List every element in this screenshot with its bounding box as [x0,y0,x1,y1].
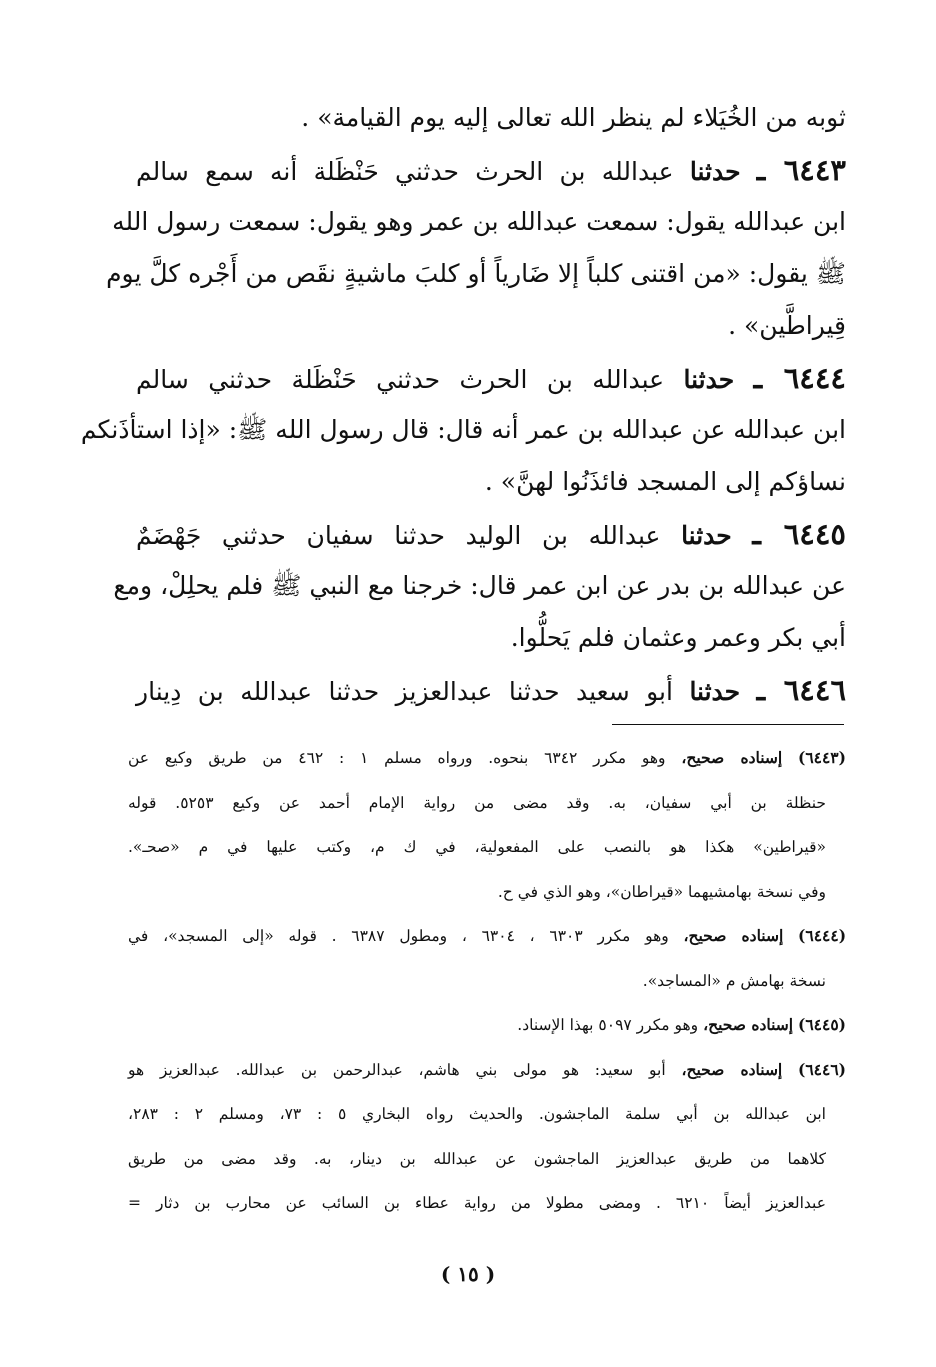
text-line: ثوبه من الخُيَلاء لم ينظر الله تعالى إليه يوم القيامة» . [301,103,846,132]
footnote-6444: (٦٤٤٤) إسناده صحيح، وهو مكرر ٦٣٠٣ ، ٦٣٠٤ ، ومطول ٦٣٨٧ . قوله «إلى المسجد»، في [128,926,847,945]
footnote-line: «قيراطين» هكذا هو بالنصب على المفعولية، في ك م، وكتب عليها في م «صحـ». [128,838,826,856]
footnote-6446: (٦٤٤٦) إسناده صحيح، أبو سعيد: هو مولى بني هاشم، عبدالرحمن بن عبدالله. عبدالعزيز هو [128,1059,846,1079]
text-line: أبي بكر وعمر وعثمان فلم يَحلُّوا. [510,623,846,652]
main-text [80,92,847,716]
hadith-6446-line: ٦٤٤٦ ـ حدثنا أبو سعيد حدثنا عبدالعزيز حدثنا عبدالله بن دِينار [136,673,847,707]
hadith-number: ٦٤٤٦ ـ [756,673,847,707]
footnote-line: ابن عبدالله بن أبي سلمة الماجشون. والحديث رواه البخاري ٥ : ٧٣، ومسلم ٢ : ٢٨٣، [128,1105,826,1123]
text-line: ﷺ يقول: «من اقتنى كلباً إلا ضَارياً أو كلبَ ماشيةٍ نقَص من أَجْره كلَّ يوم [106,259,846,288]
text-line: عن عبدالله بن بدر عن ابن عمر قال: خرجنا مع النبي ﷺ فلم يحلِلْ، ومع [113,571,846,600]
hadith-6444-line: ٦٤٤٤ ـ حدثنا عبدالله بن الحرث حدثني حَنْظَلة حدثني سالم [136,361,846,395]
hadith-number: ٦٤٤٥ ـ [752,517,847,551]
footnote-line: نسخة بهامش م «المساجد». [642,971,826,990]
footnote-6443: (٦٤٤٣) إسناده صحيح، وهو مكرر ٦٣٤٢ بنحوه. ورواه مسلم ١ : ٤٦٢ من طريق وكيع عن [128,748,846,767]
hadith-6443-line: ٦٤٤٣ ـ حدثنا عبدالله بن الحرث حدثني حَنْظَلة أنه سمع سالم [136,153,847,187]
footnote-line: عبدالعزيز أيضاً ٦٢١٠ . ومضى مطولا من رواية عطاء بن السائب عن محارب بن دثار = [128,1194,826,1212]
footnote-line: وفي نسخة بهامشيهما «قيراطان»، وهو الذي في ح. [497,882,826,901]
hadith-number: ٦٤٤٣ ـ [756,153,847,187]
footnote-6445: (٦٤٤٥) إسناده صحيح، وهو مكرر ٥٠٩٧ بهذا الإسناد. [517,1015,846,1034]
footnote-line: كلاهما من طريق عبدالعزيز الماجشون عن عبدالله بن دينار، به. وقد مضى من طريق [128,1149,826,1168]
hadith-6445-line: ٦٤٤٥ ـ حدثنا عبدالله بن الوليد حدثنا سفيان حدثني جَهْضَمٌ [136,517,847,551]
hadith-number: ٦٤٤٤ ـ [753,361,846,395]
page-number: ( ١٥ ) [440,1262,496,1286]
footnote-line: حنظلة بن أبي سفيان، به. وقد مضى من رواية الإمام أحمد عن وكيع ٥٢٥٣. قوله [128,793,826,812]
text-line: نساؤكم إلى المسجد فائذَنُوا لهنَّ» . [484,467,846,496]
text-line: ابن عبدالله يقول: سمعت عبدالله بن عمر وهو يقول: سمعت رسول الله [112,207,846,236]
footnote-separator [612,724,844,725]
text-line: ابن عبدالله عن عبدالله بن عمر أنه قال: قال رسول الله ﷺ: «إذا استأذَنكم [80,415,846,444]
text-line: قِيراطَّين» . [728,311,846,340]
footnotes [128,736,846,1226]
